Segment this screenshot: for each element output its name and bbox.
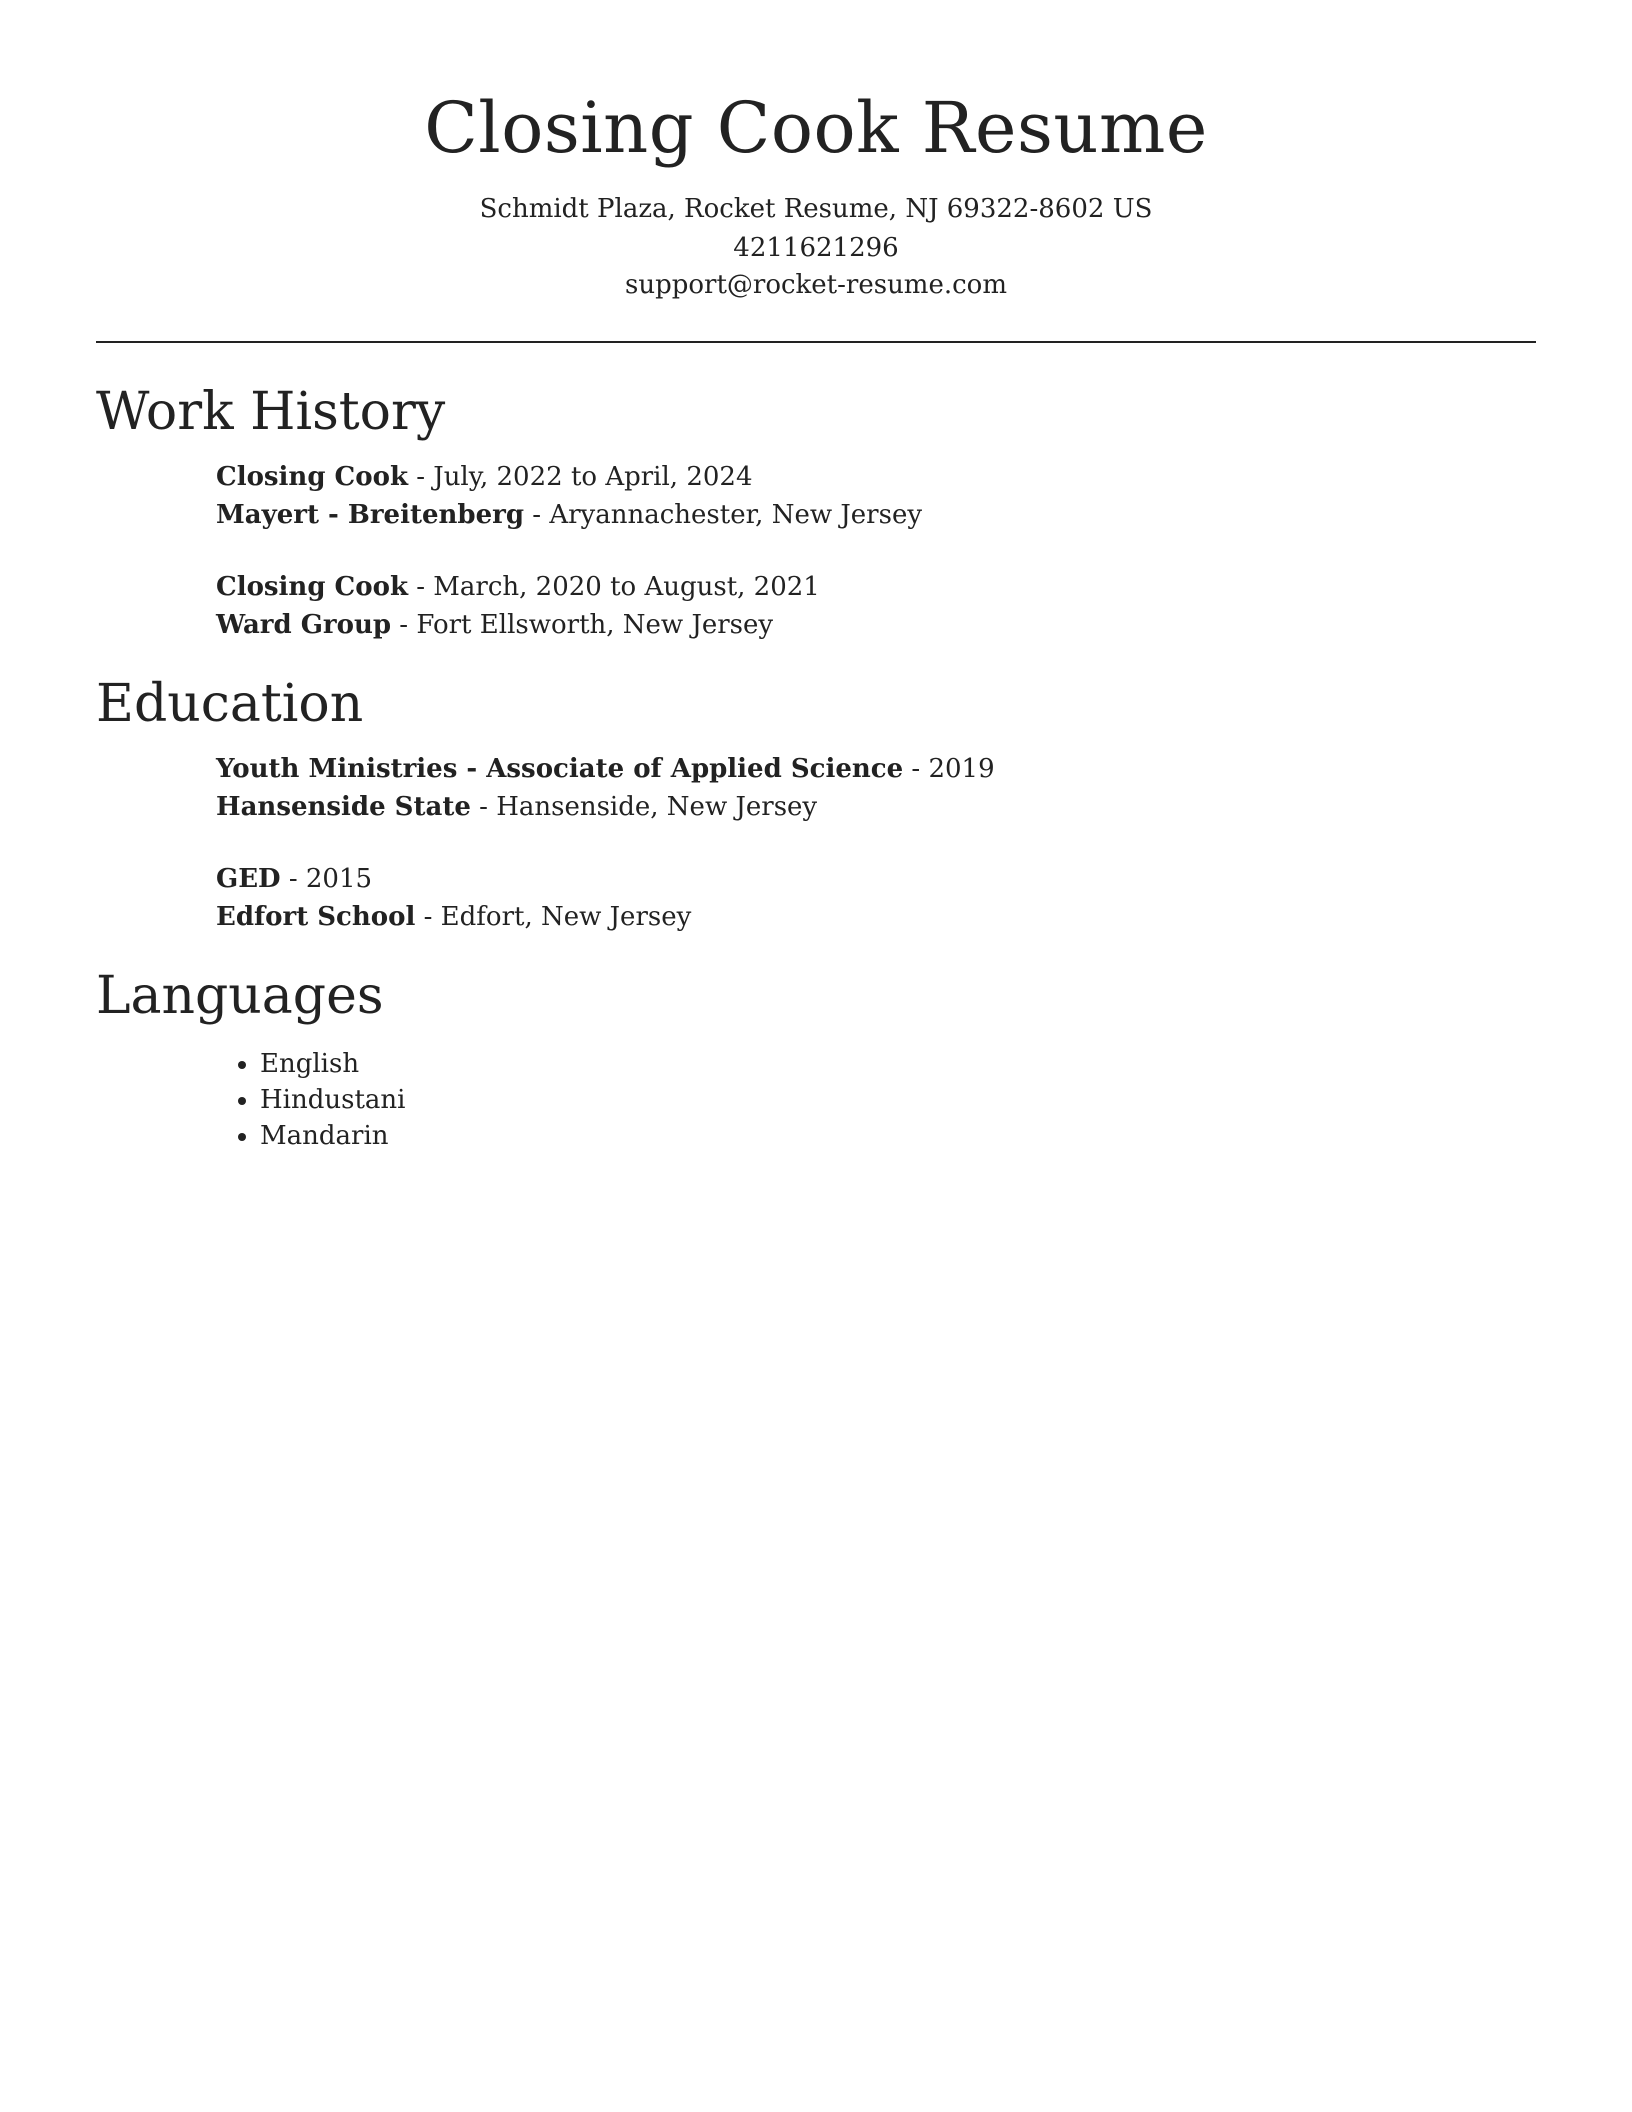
edu-entry-2-degree: GED <box>216 864 281 894</box>
edu-entry-2-degree-line <box>216 860 372 898</box>
edu-entry-2-school-line <box>216 898 691 936</box>
edu-entry-1-location: - Hansenside, New Jersey <box>470 792 818 822</box>
edu-entry-1-degree-line <box>216 750 995 788</box>
work-entry-2-title-line <box>216 568 820 606</box>
work-entry-1-employer-line <box>216 496 922 534</box>
work-entry-2-employer-line <box>216 606 773 644</box>
work-entry-2-location: - Fort Ellsworth, New Jersey <box>391 610 774 640</box>
work-entry-1-title-line <box>216 458 753 496</box>
header-divider <box>96 341 1536 343</box>
language-item: • Mandarin <box>260 1118 405 1154</box>
work-entry-1-title: Closing Cook <box>216 462 408 492</box>
work-entry-1-dates: - July, 2022 to April, 2024 <box>407 462 753 492</box>
work-entry-1-location: - Aryannachester, New Jersey <box>524 500 923 530</box>
edu-entry-1-school: Hansenside State <box>216 792 471 822</box>
contact-address: Schmidt Plaza, Rocket Resume, NJ 69322-8602 US <box>479 194 1153 224</box>
edu-entry-1-degree: Youth Ministries - Associate of Applied Science <box>216 754 904 784</box>
contact-phone: 4211621296 <box>733 233 899 263</box>
work-entry-2-dates: - March, 2020 to August, 2021 <box>407 572 820 602</box>
edu-entry-2-location: - Edfort, New Jersey <box>415 902 692 932</box>
language-item: • Hindustani <box>260 1082 405 1118</box>
work-entry-1-employer: Mayert - Breitenberg <box>216 500 525 530</box>
edu-entry-2-school: Edfort School <box>216 902 416 932</box>
edu-entry-2-year: - 2015 <box>280 864 373 894</box>
contact-email: support@rocket-resume.com <box>624 270 1007 300</box>
resume-title: Closing Cook Resume <box>424 87 1208 169</box>
edu-entry-1-year: - 2019 <box>903 754 995 784</box>
languages-list <box>216 1046 405 1154</box>
work-entry-2-employer: Ward Group <box>216 610 392 640</box>
section-heading-languages: Languages <box>96 966 384 1026</box>
section-heading-work-history: Work History <box>96 382 446 442</box>
edu-entry-1-school-line <box>216 788 817 826</box>
work-entry-2-title: Closing Cook <box>216 572 408 602</box>
section-heading-education: Education <box>96 674 364 734</box>
language-item: • English <box>260 1046 405 1082</box>
